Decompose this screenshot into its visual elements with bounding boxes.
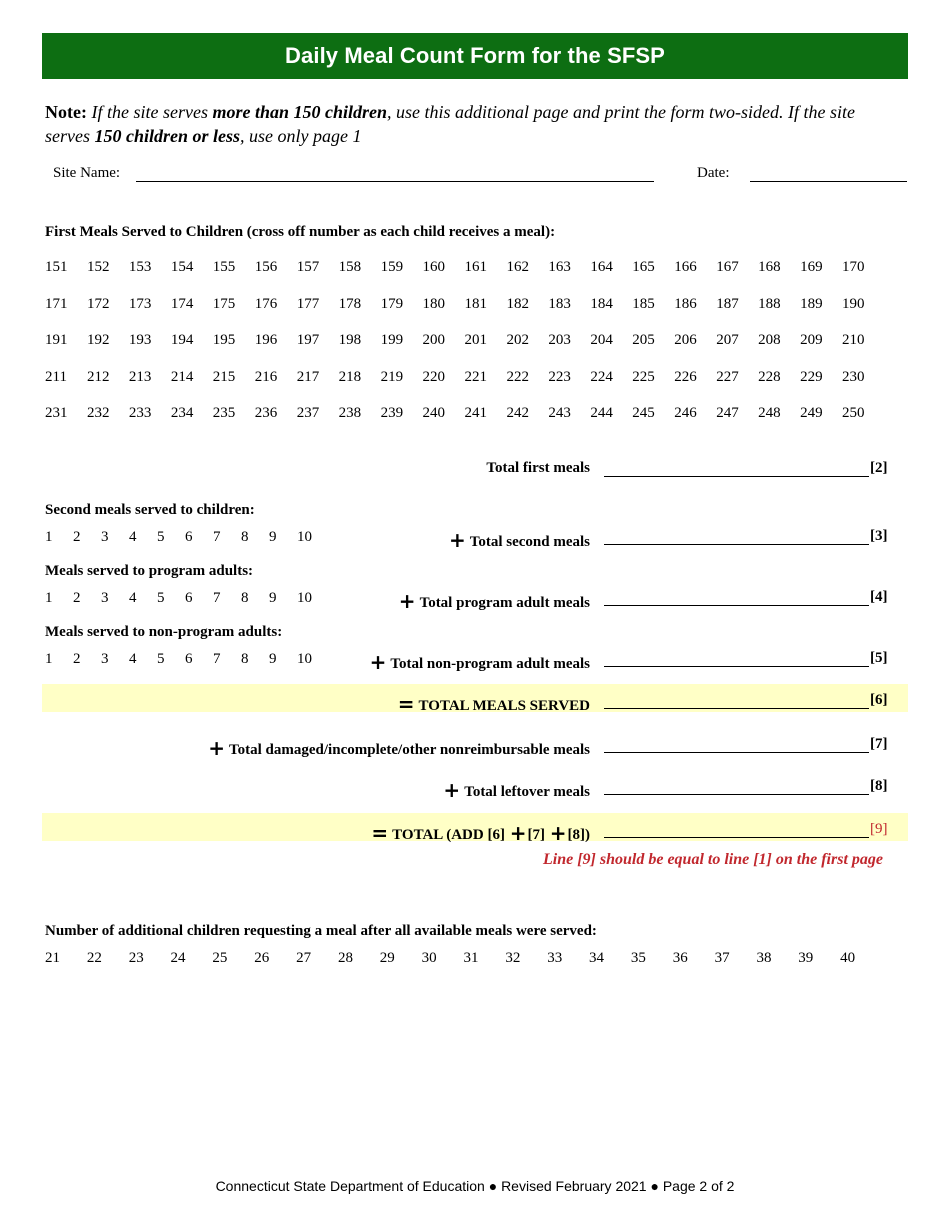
meal-number[interactable]: 226 xyxy=(674,368,697,385)
meal-number[interactable]: 241 xyxy=(464,405,487,421)
date-field[interactable] xyxy=(750,181,907,182)
ref-7: [7] xyxy=(870,736,888,752)
meal-number[interactable]: 10 xyxy=(297,590,312,606)
first-meals-row xyxy=(45,296,905,316)
additional-children-heading: Number of additional children requesting a meal after all available meals were served: xyxy=(45,923,597,939)
meal-number[interactable]: 206 xyxy=(674,332,697,348)
meal-number[interactable]: 190 xyxy=(842,295,865,312)
equals-icon: = xyxy=(397,692,415,716)
meal-number[interactable]: 162 xyxy=(506,259,529,275)
meal-number[interactable]: 232 xyxy=(86,405,110,421)
additional-child-number[interactable]: 21 xyxy=(45,950,60,966)
total-leftover-meals-field[interactable] xyxy=(604,794,869,795)
meal-number[interactable]: 174 xyxy=(170,295,194,312)
total-first-meals-field[interactable] xyxy=(604,476,869,477)
plus-icon: + xyxy=(509,821,527,845)
meal-number[interactable]: 217 xyxy=(296,368,320,385)
meal-number[interactable]: 169 xyxy=(800,259,823,275)
meal-number[interactable]: 224 xyxy=(590,368,613,385)
meal-number[interactable]: 242 xyxy=(506,405,529,421)
meal-number[interactable]: 247 xyxy=(716,405,739,421)
additional-child-number[interactable]: 22 xyxy=(86,950,102,966)
meal-number[interactable]: 179 xyxy=(380,295,404,312)
total-second-meals-field[interactable] xyxy=(604,544,869,545)
meal-number[interactable]: 222 xyxy=(506,368,529,385)
meal-number[interactable]: 185 xyxy=(632,295,655,312)
meal-number[interactable]: 6 xyxy=(185,651,193,667)
meal-number[interactable]: 216 xyxy=(254,368,278,385)
meal-number[interactable]: 1 xyxy=(45,529,53,545)
plus-icon: + xyxy=(208,736,226,760)
total-program-adult-meals-label xyxy=(399,589,590,613)
meal-number[interactable]: 159 xyxy=(380,259,404,275)
form-title: Daily Meal Count Form for the SFSP xyxy=(42,33,908,79)
meal-number[interactable]: 231 xyxy=(45,405,68,421)
meal-number[interactable]: 7 xyxy=(213,529,221,545)
meal-number[interactable]: 250 xyxy=(842,405,865,421)
meal-number[interactable]: 163 xyxy=(548,259,571,275)
meal-number[interactable]: 10 xyxy=(297,651,312,667)
second-meals-heading: Second meals served to children: xyxy=(45,502,255,518)
total-nonprogram-adult-meals-text: Total non-program adult meals xyxy=(390,656,590,672)
meal-number[interactable]: 199 xyxy=(380,332,404,348)
grand-total-field[interactable] xyxy=(604,837,869,838)
meal-number[interactable]: 2 xyxy=(73,590,81,606)
meal-number[interactable]: 167 xyxy=(716,259,739,275)
meal-number[interactable]: 211 xyxy=(45,368,67,385)
total-meals-served-field[interactable] xyxy=(604,708,869,709)
meal-number[interactable]: 178 xyxy=(338,295,362,312)
additional-child-number[interactable]: 25 xyxy=(212,950,228,966)
meal-number[interactable]: 176 xyxy=(254,295,278,312)
ref-9: [9] xyxy=(870,821,888,837)
meal-number[interactable]: 181 xyxy=(464,295,487,312)
meal-number[interactable]: 229 xyxy=(800,368,823,385)
site-name-field[interactable] xyxy=(136,181,654,182)
total-first-meals-text: Total first meals xyxy=(486,460,590,476)
page-footer: Connecticut State Department of Education ● Revised February 2021 ● Page 2 of 2 xyxy=(215,1178,735,1194)
meal-number[interactable]: 203 xyxy=(548,332,571,348)
grand-total-text-1: TOTAL (ADD [6] xyxy=(392,827,505,843)
meal-number[interactable]: 202 xyxy=(506,332,529,348)
total-damaged-meals-label xyxy=(208,736,590,760)
meal-number[interactable]: 8 xyxy=(241,529,249,545)
meal-number[interactable]: 227 xyxy=(716,368,739,385)
additional-child-number[interactable]: 27 xyxy=(296,950,312,966)
meal-number[interactable]: 182 xyxy=(506,295,529,312)
grand-total-text-2: [7] xyxy=(527,827,545,843)
meal-number[interactable]: 205 xyxy=(632,332,655,348)
meal-number[interactable]: 201 xyxy=(464,332,487,348)
meal-number[interactable]: 248 xyxy=(758,405,781,421)
meal-number[interactable]: 208 xyxy=(758,332,781,348)
meal-number[interactable]: 173 xyxy=(128,295,152,312)
meal-number[interactable]: 209 xyxy=(800,332,823,348)
additional-child-number[interactable]: 34 xyxy=(589,950,605,966)
meal-number[interactable]: 180 xyxy=(422,295,446,312)
meal-number[interactable]: 5 xyxy=(157,529,165,545)
meal-number[interactable]: 6 xyxy=(185,529,193,545)
meal-number[interactable]: 151 xyxy=(45,259,68,275)
total-meals-served-text: TOTAL MEALS SERVED xyxy=(418,698,590,714)
meal-number[interactable]: 197 xyxy=(296,332,320,348)
meal-number[interactable]: 165 xyxy=(632,259,655,275)
meal-number[interactable]: 193 xyxy=(128,332,152,348)
ref-3: [3] xyxy=(870,528,888,544)
meal-number[interactable]: 184 xyxy=(590,295,613,312)
note-text-3: , use only page 1 xyxy=(240,126,362,146)
meal-number[interactable]: 249 xyxy=(800,405,823,421)
additional-child-number[interactable]: 38 xyxy=(756,950,772,966)
note-bold-1: more than 150 children xyxy=(212,102,387,122)
program-adults-heading: Meals served to program adults: xyxy=(45,563,254,579)
meal-number[interactable]: 207 xyxy=(716,332,739,348)
additional-child-number[interactable]: 31 xyxy=(463,950,479,966)
meal-number[interactable]: 9 xyxy=(269,590,277,606)
meal-number[interactable]: 191 xyxy=(45,332,68,348)
meal-number[interactable]: 5 xyxy=(157,651,165,667)
total-nonprogram-adult-meals-label xyxy=(370,650,590,674)
additional-child-number[interactable]: 40 xyxy=(840,950,856,966)
total-first-meals-label xyxy=(486,460,590,477)
additional-child-number[interactable]: 29 xyxy=(379,950,395,966)
meal-number[interactable]: 1 xyxy=(45,651,53,667)
line-9-reminder: Line [9] should be equal to line [1] on the first page xyxy=(543,851,883,868)
meal-number[interactable]: 2 xyxy=(73,651,81,667)
additional-child-number[interactable]: 23 xyxy=(128,950,144,966)
meal-number[interactable]: 194 xyxy=(170,332,194,348)
additional-child-number[interactable]: 30 xyxy=(421,950,437,966)
meal-number[interactable]: 9 xyxy=(269,529,277,545)
total-program-adult-meals-field[interactable] xyxy=(604,605,869,606)
meal-number[interactable]: 233 xyxy=(128,405,152,421)
meal-number[interactable]: 175 xyxy=(212,295,236,312)
meal-number[interactable]: 221 xyxy=(464,368,487,385)
additional-child-number[interactable]: 36 xyxy=(672,950,688,966)
total-nonprogram-adult-meals-field[interactable] xyxy=(604,666,869,667)
additional-child-number[interactable]: 35 xyxy=(630,950,646,966)
note-paragraph xyxy=(45,100,885,148)
additional-child-number[interactable]: 33 xyxy=(547,950,563,966)
total-damaged-meals-field[interactable] xyxy=(604,752,869,753)
plus-icon: + xyxy=(369,650,387,674)
first-meals-heading: First Meals Served to Children (cross off number as each child receives a meal): xyxy=(45,224,556,240)
first-meals-row xyxy=(45,259,905,279)
meal-number[interactable]: 4 xyxy=(129,651,137,667)
meal-number[interactable]: 152 xyxy=(86,259,110,275)
meal-number[interactable]: 168 xyxy=(758,259,781,275)
meal-number[interactable]: 3 xyxy=(101,651,109,667)
meal-number[interactable]: 218 xyxy=(338,368,362,385)
meal-number[interactable]: 245 xyxy=(632,405,655,421)
meal-number[interactable]: 225 xyxy=(632,368,655,385)
plus-icon: + xyxy=(443,778,461,802)
meal-number[interactable]: 210 xyxy=(842,332,865,348)
meal-number[interactable]: 8 xyxy=(241,590,249,606)
meal-number[interactable]: 164 xyxy=(590,259,613,275)
date-label: Date: xyxy=(697,165,730,181)
meal-number[interactable]: 3 xyxy=(101,590,109,606)
meal-number[interactable]: 7 xyxy=(213,590,221,606)
ref-6: [6] xyxy=(870,692,888,708)
meal-number[interactable]: 188 xyxy=(758,295,781,312)
additional-child-number[interactable]: 39 xyxy=(798,950,814,966)
meal-number[interactable]: 234 xyxy=(170,405,194,421)
meal-number[interactable]: 3 xyxy=(101,529,109,545)
total-second-meals-label xyxy=(449,528,590,552)
equals-icon: = xyxy=(371,821,389,845)
total-meals-served-label xyxy=(398,692,590,716)
meal-number[interactable]: 4 xyxy=(129,529,137,545)
meal-number[interactable]: 192 xyxy=(86,332,110,348)
meal-number[interactable]: 213 xyxy=(128,368,152,385)
meal-number[interactable]: 230 xyxy=(842,368,865,385)
meal-number[interactable]: 160 xyxy=(422,259,446,275)
note-text-2: , use this additional page and print the form two-sided. If the site serves xyxy=(45,102,855,146)
site-name-label: Site Name: xyxy=(53,165,121,181)
meal-number[interactable]: 238 xyxy=(338,405,362,421)
meal-number[interactable]: 220 xyxy=(422,368,446,385)
meal-number[interactable]: 240 xyxy=(422,405,446,421)
meal-number[interactable]: 156 xyxy=(254,259,278,275)
meal-number[interactable]: 171 xyxy=(45,295,68,312)
meal-number[interactable]: 170 xyxy=(842,259,865,275)
additional-child-number[interactable]: 37 xyxy=(714,950,730,966)
note-lead: Note: xyxy=(45,102,87,122)
meal-number[interactable]: 187 xyxy=(716,295,739,312)
total-program-adult-meals-text: Total program adult meals xyxy=(419,595,590,611)
grand-total-text-3: [8]) xyxy=(567,827,590,843)
meal-number[interactable]: 215 xyxy=(212,368,236,385)
total-damaged-meals-text: Total damaged/incomplete/other nonreimbursable meals xyxy=(229,742,590,758)
meal-number[interactable]: 235 xyxy=(212,405,236,421)
meal-number[interactable]: 155 xyxy=(212,259,236,275)
meal-number[interactable]: 177 xyxy=(296,295,320,312)
meal-number[interactable]: 239 xyxy=(380,405,404,421)
meal-number[interactable]: 7 xyxy=(213,651,221,667)
meal-number[interactable]: 219 xyxy=(380,368,404,385)
meal-number[interactable]: 154 xyxy=(170,259,194,275)
meal-number[interactable]: 198 xyxy=(338,332,362,348)
meal-number[interactable]: 196 xyxy=(254,332,278,348)
plus-icon: + xyxy=(448,528,466,552)
note-bold-2: 150 children or less xyxy=(94,126,240,146)
meal-number[interactable]: 161 xyxy=(464,259,487,275)
meal-number[interactable]: 212 xyxy=(86,368,110,385)
ref-2: [2] xyxy=(870,460,888,476)
additional-child-number[interactable]: 32 xyxy=(505,950,521,966)
additional-child-number[interactable]: 28 xyxy=(337,950,353,966)
total-second-meals-text: Total second meals xyxy=(469,534,590,550)
meal-number[interactable]: 153 xyxy=(128,259,152,275)
meal-number[interactable]: 166 xyxy=(674,259,697,275)
meal-number[interactable]: 1 xyxy=(45,590,53,606)
meal-number[interactable]: 243 xyxy=(548,405,571,421)
first-meals-row xyxy=(45,369,905,389)
meal-number[interactable]: 195 xyxy=(212,332,236,348)
meal-number[interactable]: 10 xyxy=(297,529,312,545)
plus-icon: + xyxy=(549,821,567,845)
nonprogram-adults-heading: Meals served to non-program adults: xyxy=(45,624,283,640)
grand-total-label xyxy=(371,821,590,845)
meal-number[interactable]: 6 xyxy=(185,590,193,606)
meal-number[interactable]: 236 xyxy=(254,405,278,421)
meal-number[interactable]: 183 xyxy=(548,295,571,312)
meal-number[interactable]: 9 xyxy=(269,651,277,667)
total-leftover-meals-text: Total leftover meals xyxy=(464,784,590,800)
meal-number[interactable]: 200 xyxy=(422,332,446,348)
meal-number[interactable]: 5 xyxy=(157,590,165,606)
total-leftover-meals-label xyxy=(443,778,590,802)
plus-icon: + xyxy=(398,589,416,613)
ref-8: [8] xyxy=(870,778,888,794)
meal-number[interactable]: 228 xyxy=(758,368,781,385)
ref-4: [4] xyxy=(870,589,888,605)
first-meals-row xyxy=(45,405,905,425)
meal-number[interactable]: 172 xyxy=(86,295,110,312)
additional-child-number[interactable]: 24 xyxy=(170,950,186,966)
meal-number[interactable]: 237 xyxy=(296,405,320,421)
meal-number[interactable]: 186 xyxy=(674,295,697,312)
meal-number[interactable]: 189 xyxy=(800,295,823,312)
meal-number[interactable]: 8 xyxy=(241,651,249,667)
note-text-1: If the site serves xyxy=(86,102,213,122)
meal-number[interactable]: 223 xyxy=(548,368,571,385)
meal-number[interactable]: 157 xyxy=(296,259,320,275)
first-meals-row xyxy=(45,332,905,352)
meal-number[interactable]: 214 xyxy=(170,368,194,385)
meal-number[interactable]: 244 xyxy=(590,405,613,421)
meal-number[interactable]: 158 xyxy=(338,259,362,275)
meal-number[interactable]: 246 xyxy=(674,405,697,421)
meal-number[interactable]: 2 xyxy=(73,529,81,545)
ref-5: [5] xyxy=(870,650,888,666)
meal-number[interactable]: 4 xyxy=(129,590,137,606)
additional-child-number[interactable]: 26 xyxy=(254,950,270,966)
meal-number[interactable]: 204 xyxy=(590,332,613,348)
